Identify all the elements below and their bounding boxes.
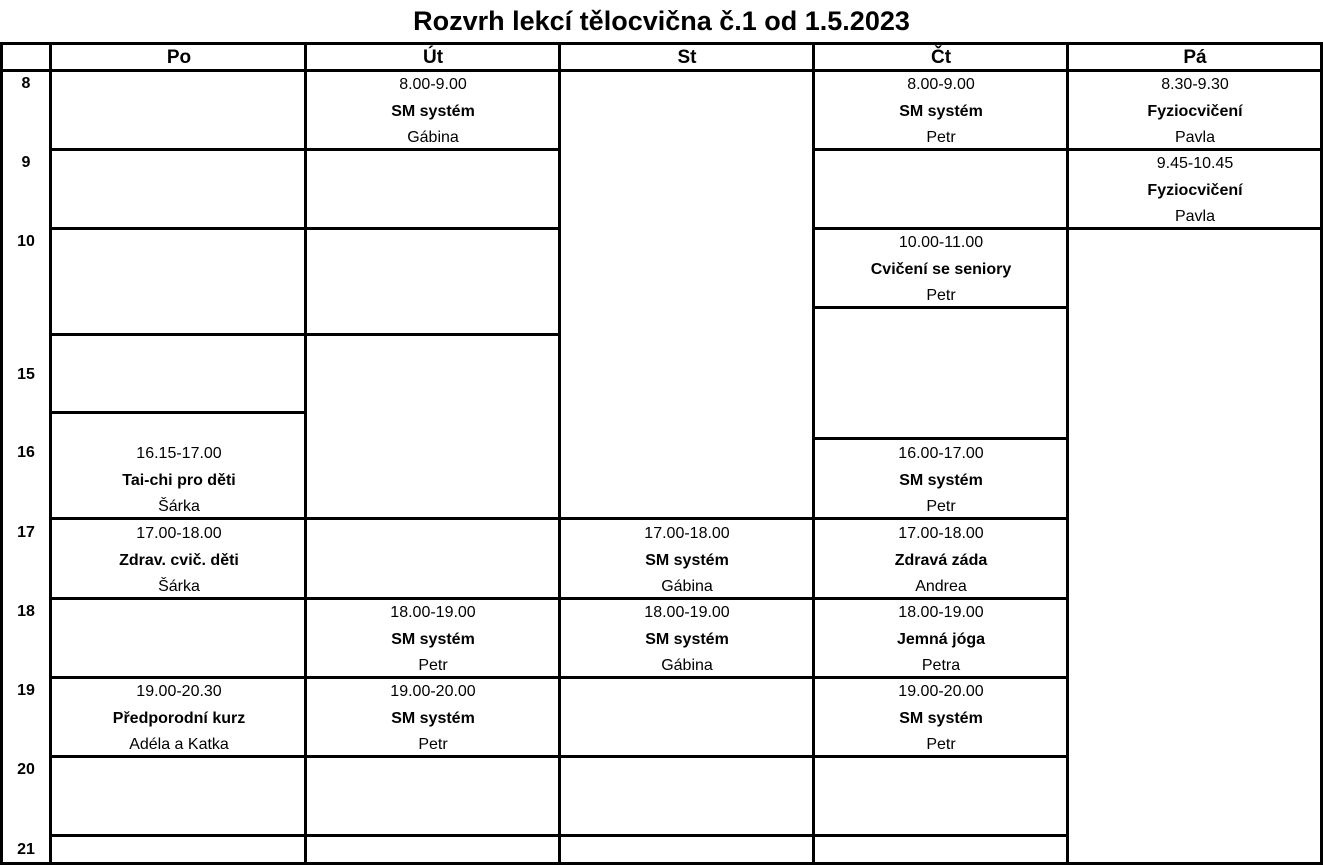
lesson-time: 17.00-18.00: [644, 525, 730, 542]
lesson-time: 9.45-10.45: [1156, 155, 1234, 172]
grid-line: [559, 676, 814, 679]
grid-border: [0, 42, 3, 865]
lesson-cell: [560, 600, 814, 680]
lesson-cell: [306, 679, 560, 759]
grid-line: [50, 597, 306, 600]
grid-line: [813, 306, 1068, 309]
grid-line: [305, 517, 560, 520]
grid-line: [813, 755, 1068, 758]
lesson-instructor: Petr: [926, 129, 956, 146]
grid-line: [305, 333, 560, 336]
lesson-cell: [1068, 72, 1322, 152]
lesson-cell: [306, 72, 560, 152]
lesson-time: 8.00-9.00: [907, 76, 975, 93]
lesson-cell: [52, 521, 306, 601]
lesson-cell: [814, 679, 1068, 759]
lesson-instructor: Gábina: [661, 578, 713, 595]
lesson-time: 18.00-19.00: [390, 604, 476, 621]
lesson-name: SM systém: [391, 102, 475, 120]
grid-line: [305, 676, 560, 679]
lesson-name: Zdravá záda: [894, 551, 988, 569]
lesson-name: SM systém: [899, 709, 983, 727]
hour-label-18: 18: [17, 603, 35, 620]
grid-line: [305, 597, 560, 600]
grid-line: [813, 597, 1068, 600]
hour-label-21: 21: [17, 841, 35, 858]
grid-line: [49, 42, 52, 865]
grid-line: [813, 227, 1068, 230]
grid-line: [812, 42, 815, 865]
grid-line: [0, 69, 1323, 72]
lesson-cell: [814, 441, 1068, 521]
grid-line: [50, 834, 306, 837]
page-title: Rozvrh lekcí tělocvična č.1 od 1.5.2023: [413, 6, 910, 36]
lesson-name: Předporodní kurz: [112, 709, 246, 727]
grid-line: [305, 834, 560, 837]
lesson-instructor: Petr: [926, 287, 956, 304]
lesson-name: SM systém: [899, 102, 983, 120]
lesson-cell: [814, 230, 1068, 310]
hour-label-15: 15: [17, 366, 35, 383]
lesson-name: Cvičení se seniory: [870, 260, 1012, 278]
lesson-time: 17.00-18.00: [136, 525, 222, 542]
lesson-name: Jemná jóga: [896, 630, 986, 648]
header-day-st: St: [677, 47, 697, 68]
lesson-cell: [560, 521, 814, 601]
grid-line: [50, 517, 306, 520]
lesson-time: 16.15-17.00: [136, 445, 222, 462]
header-day-ut: Út: [422, 47, 444, 68]
lesson-name: Fyziocvičení: [1147, 181, 1243, 199]
grid-line: [813, 148, 1068, 151]
lesson-time: 16.00-17.00: [898, 445, 984, 462]
lesson-name: SM systém: [645, 630, 729, 648]
lesson-time: 19.00-20.30: [136, 683, 222, 700]
grid-line: [50, 676, 306, 679]
lesson-instructor: Petra: [921, 657, 961, 674]
grid-line: [1067, 148, 1322, 151]
lesson-instructor: Petr: [418, 736, 448, 753]
grid-line: [813, 676, 1068, 679]
grid-line: [50, 227, 306, 230]
lesson-cell: [814, 521, 1068, 601]
lesson-time: 18.00-19.00: [644, 604, 730, 621]
lesson-time: 18.00-19.00: [898, 604, 984, 621]
lesson-cell: [306, 600, 560, 680]
lesson-instructor: Pavla: [1174, 208, 1216, 225]
grid-line: [559, 755, 814, 758]
hour-label-17: 17: [17, 524, 35, 541]
grid-line: [304, 42, 307, 865]
grid-line: [305, 227, 560, 230]
hour-label-16: 16: [17, 444, 35, 461]
lesson-time: 19.00-20.00: [898, 683, 984, 700]
grid-line: [305, 148, 560, 151]
grid-border: [0, 862, 1323, 865]
lesson-time: 8.00-9.00: [399, 76, 467, 93]
lesson-name: SM systém: [391, 709, 475, 727]
lesson-instructor: Gábina: [661, 657, 713, 674]
grid-line: [558, 42, 561, 865]
grid-line: [50, 411, 306, 414]
lesson-cell: [814, 72, 1068, 152]
lesson-name: Tai-chi pro děti: [122, 471, 236, 489]
lesson-name: Zdrav. cvič. děti: [119, 551, 239, 569]
lesson-instructor: Adéla a Katka: [129, 736, 229, 753]
hour-label-8: 8: [21, 75, 31, 92]
grid-line: [1067, 227, 1322, 230]
grid-line: [1066, 42, 1069, 865]
header-day-po: Po: [166, 47, 192, 68]
hour-label-10: 10: [17, 233, 35, 250]
grid-line: [50, 755, 306, 758]
lesson-name: SM systém: [645, 551, 729, 569]
lesson-name: Fyziocvičení: [1147, 102, 1243, 120]
lesson-time: 10.00-11.00: [898, 234, 984, 251]
lesson-instructor: Petr: [418, 657, 448, 674]
lesson-cell: [52, 441, 306, 521]
grid-line: [559, 597, 814, 600]
grid-line: [50, 333, 306, 336]
header-day-pa: Pá: [1183, 47, 1207, 68]
lesson-instructor: Petr: [926, 736, 956, 753]
lesson-instructor: Petr: [926, 498, 956, 515]
lesson-cell: [814, 600, 1068, 680]
hour-label-19: 19: [17, 682, 35, 699]
header-day-ct: Čt: [930, 47, 952, 68]
lesson-instructor: Gábina: [407, 129, 459, 146]
grid-line: [559, 517, 814, 520]
grid-line: [813, 517, 1068, 520]
grid-line: [813, 437, 1068, 440]
grid-line: [559, 834, 814, 837]
lesson-instructor: Šárka: [158, 578, 200, 595]
lesson-name: SM systém: [391, 630, 475, 648]
grid-border: [0, 42, 1323, 45]
lesson-instructor: Pavla: [1174, 129, 1216, 146]
grid-line: [50, 148, 306, 151]
lesson-name: SM systém: [899, 471, 983, 489]
grid-line: [305, 755, 560, 758]
lesson-instructor: Andrea: [915, 578, 967, 595]
lesson-cell: [1068, 151, 1322, 231]
lesson-cell: [52, 679, 306, 759]
lesson-time: 8.30-9.30: [1161, 76, 1229, 93]
hour-label-20: 20: [17, 761, 35, 778]
hour-label-9: 9: [21, 154, 31, 171]
grid-line: [813, 834, 1068, 837]
lesson-instructor: Šárka: [158, 498, 200, 515]
lesson-time: 19.00-20.00: [390, 683, 476, 700]
lesson-time: 17.00-18.00: [898, 525, 984, 542]
